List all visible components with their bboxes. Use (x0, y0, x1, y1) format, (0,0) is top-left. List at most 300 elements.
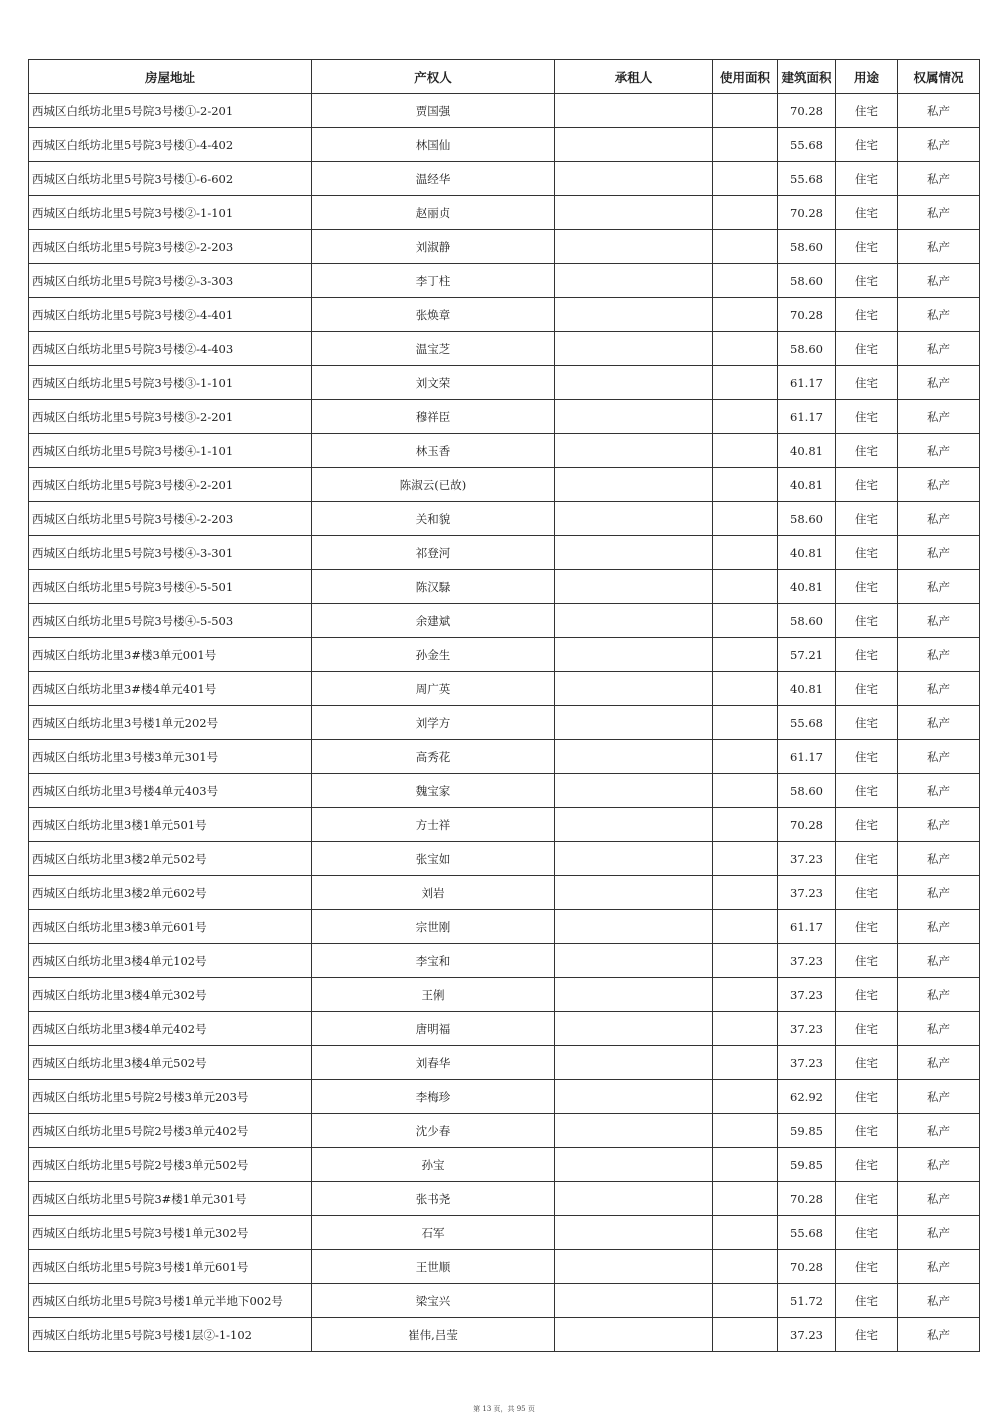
cell-floor-area: 58.60 (778, 774, 836, 808)
table-row (29, 400, 980, 434)
cell-ownership: 私产 (898, 1182, 980, 1216)
cell-ownership: 私产 (898, 366, 980, 400)
cell-usage: 住宅 (836, 1250, 898, 1284)
cell-usage: 住宅 (836, 264, 898, 298)
cell-usage: 住宅 (836, 1318, 898, 1352)
cell-owner: 王世顺 (312, 1250, 555, 1284)
cell-floor-area: 61.17 (778, 366, 836, 400)
cell-owner: 陈汉騄 (312, 570, 555, 604)
table-row (29, 638, 980, 672)
cell-usable-area (713, 604, 778, 638)
cell-address: 西城区白纸坊北里5号院3号楼④-1-101 (29, 434, 312, 468)
cell-owner: 孙金生 (312, 638, 555, 672)
cell-tenant (555, 230, 713, 264)
cell-tenant (555, 400, 713, 434)
table-row (29, 128, 980, 162)
cell-tenant (555, 536, 713, 570)
cell-address: 西城区白纸坊北里5号院3号楼④-2-203 (29, 502, 312, 536)
cell-owner: 唐明福 (312, 1012, 555, 1046)
cell-usage: 住宅 (836, 434, 898, 468)
cell-tenant (555, 94, 713, 128)
cell-usage: 住宅 (836, 774, 898, 808)
table-row (29, 366, 980, 400)
cell-usage: 住宅 (836, 978, 898, 1012)
cell-owner: 李丁柱 (312, 264, 555, 298)
cell-floor-area: 58.60 (778, 230, 836, 264)
cell-floor-area: 70.28 (778, 1250, 836, 1284)
cell-tenant (555, 196, 713, 230)
cell-usage: 住宅 (836, 94, 898, 128)
cell-tenant (555, 672, 713, 706)
cell-ownership: 私产 (898, 808, 980, 842)
cell-usage: 住宅 (836, 128, 898, 162)
cell-tenant (555, 298, 713, 332)
cell-usage: 住宅 (836, 230, 898, 264)
cell-tenant (555, 1284, 713, 1318)
cell-floor-area: 58.60 (778, 502, 836, 536)
table-row (29, 1318, 980, 1352)
cell-usable-area (713, 196, 778, 230)
cell-usage: 住宅 (836, 842, 898, 876)
cell-ownership: 私产 (898, 978, 980, 1012)
table-row (29, 162, 980, 196)
cell-ownership: 私产 (898, 944, 980, 978)
cell-tenant (555, 1318, 713, 1352)
cell-usable-area (713, 366, 778, 400)
cell-usable-area (713, 1216, 778, 1250)
table-row (29, 196, 980, 230)
cell-usable-area (713, 842, 778, 876)
cell-floor-area: 59.85 (778, 1114, 836, 1148)
cell-usage: 住宅 (836, 672, 898, 706)
cell-usable-area (713, 536, 778, 570)
cell-owner: 林玉香 (312, 434, 555, 468)
table-row (29, 434, 980, 468)
cell-usable-area (713, 162, 778, 196)
table-row (29, 1284, 980, 1318)
cell-owner: 刘学方 (312, 706, 555, 740)
cell-usage: 住宅 (836, 400, 898, 434)
table-row (29, 774, 980, 808)
cell-floor-area: 55.68 (778, 1216, 836, 1250)
table-row (29, 468, 980, 502)
table-row (29, 604, 980, 638)
table-row (29, 1216, 980, 1250)
cell-usage: 住宅 (836, 1182, 898, 1216)
cell-usable-area (713, 1250, 778, 1284)
cell-floor-area: 40.81 (778, 536, 836, 570)
cell-address: 西城区白纸坊北里5号院3号楼①-4-402 (29, 128, 312, 162)
cell-address: 西城区白纸坊北里5号院2号楼3单元203号 (29, 1080, 312, 1114)
cell-floor-area: 51.72 (778, 1284, 836, 1318)
table-row (29, 536, 980, 570)
table-row (29, 1250, 980, 1284)
cell-tenant (555, 740, 713, 774)
cell-ownership: 私产 (898, 536, 980, 570)
cell-address: 西城区白纸坊北里3#楼4单元401号 (29, 672, 312, 706)
cell-usable-area (713, 1284, 778, 1318)
cell-floor-area: 61.17 (778, 740, 836, 774)
cell-owner: 王俐 (312, 978, 555, 1012)
table-row (29, 910, 980, 944)
cell-usage: 住宅 (836, 570, 898, 604)
cell-address: 西城区白纸坊北里3#楼3单元001号 (29, 638, 312, 672)
cell-floor-area: 37.23 (778, 1318, 836, 1352)
table-row (29, 978, 980, 1012)
cell-ownership: 私产 (898, 1012, 980, 1046)
table-row (29, 1080, 980, 1114)
cell-owner: 高秀花 (312, 740, 555, 774)
cell-usage: 住宅 (836, 1080, 898, 1114)
cell-address: 西城区白纸坊北里5号院3号楼1单元半地下002号 (29, 1284, 312, 1318)
cell-address: 西城区白纸坊北里3楼2单元502号 (29, 842, 312, 876)
cell-usable-area (713, 1182, 778, 1216)
cell-tenant (555, 876, 713, 910)
table-row (29, 570, 980, 604)
cell-ownership: 私产 (898, 162, 980, 196)
cell-usable-area (713, 1114, 778, 1148)
table-row (29, 1148, 980, 1182)
cell-usage: 住宅 (836, 1284, 898, 1318)
cell-tenant (555, 570, 713, 604)
cell-tenant (555, 774, 713, 808)
table-row (29, 944, 980, 978)
cell-floor-area: 37.23 (778, 876, 836, 910)
cell-usage: 住宅 (836, 706, 898, 740)
cell-address: 西城区白纸坊北里5号院3号楼③-1-101 (29, 366, 312, 400)
col-header-owner: 产权人 (312, 60, 555, 94)
cell-owner: 张焕章 (312, 298, 555, 332)
cell-ownership: 私产 (898, 876, 980, 910)
cell-tenant (555, 128, 713, 162)
cell-address: 西城区白纸坊北里5号院2号楼3单元402号 (29, 1114, 312, 1148)
cell-floor-area: 40.81 (778, 672, 836, 706)
cell-tenant (555, 1216, 713, 1250)
table-row (29, 94, 980, 128)
page-footer: 第 13 页，共 95 页 (473, 1405, 535, 1413)
cell-usage: 住宅 (836, 1148, 898, 1182)
cell-usage: 住宅 (836, 638, 898, 672)
cell-usable-area (713, 230, 778, 264)
col-header-usage: 用途 (836, 60, 898, 94)
cell-usable-area (713, 706, 778, 740)
cell-usable-area (713, 774, 778, 808)
cell-tenant (555, 1046, 713, 1080)
cell-address: 西城区白纸坊北里5号院3号楼②-4-403 (29, 332, 312, 366)
cell-ownership: 私产 (898, 332, 980, 366)
col-header-floor-area: 建筑面积 (778, 60, 836, 94)
cell-usable-area (713, 128, 778, 162)
cell-floor-area: 37.23 (778, 978, 836, 1012)
cell-floor-area: 70.28 (778, 1182, 836, 1216)
cell-tenant (555, 434, 713, 468)
cell-owner: 石军 (312, 1216, 555, 1250)
cell-floor-area: 70.28 (778, 94, 836, 128)
cell-ownership: 私产 (898, 672, 980, 706)
cell-ownership: 私产 (898, 1114, 980, 1148)
cell-address: 西城区白纸坊北里5号院3号楼②-3-303 (29, 264, 312, 298)
cell-floor-area: 70.28 (778, 298, 836, 332)
cell-ownership: 私产 (898, 128, 980, 162)
cell-address: 西城区白纸坊北里3楼4单元302号 (29, 978, 312, 1012)
cell-usable-area (713, 434, 778, 468)
cell-ownership: 私产 (898, 502, 980, 536)
cell-tenant (555, 808, 713, 842)
cell-owner: 孙宝 (312, 1148, 555, 1182)
cell-owner: 穆祥臣 (312, 400, 555, 434)
cell-address: 西城区白纸坊北里5号院3号楼②-1-101 (29, 196, 312, 230)
cell-tenant (555, 366, 713, 400)
cell-address: 西城区白纸坊北里5号院3号楼④-2-201 (29, 468, 312, 502)
cell-floor-area: 37.23 (778, 842, 836, 876)
col-header-usable-area: 使用面积 (713, 60, 778, 94)
cell-owner: 林国仙 (312, 128, 555, 162)
cell-ownership: 私产 (898, 910, 980, 944)
cell-tenant (555, 162, 713, 196)
cell-address: 西城区白纸坊北里3楼4单元402号 (29, 1012, 312, 1046)
cell-usable-area (713, 332, 778, 366)
cell-ownership: 私产 (898, 94, 980, 128)
cell-usage: 住宅 (836, 298, 898, 332)
cell-usage: 住宅 (836, 1216, 898, 1250)
table-row (29, 740, 980, 774)
cell-owner: 李梅珍 (312, 1080, 555, 1114)
cell-ownership: 私产 (898, 298, 980, 332)
col-header-ownership: 权属情况 (898, 60, 980, 94)
cell-floor-area: 40.81 (778, 434, 836, 468)
cell-tenant (555, 706, 713, 740)
cell-ownership: 私产 (898, 740, 980, 774)
header-row (29, 60, 980, 94)
cell-owner: 刘春华 (312, 1046, 555, 1080)
cell-floor-area: 55.68 (778, 706, 836, 740)
cell-tenant (555, 1114, 713, 1148)
cell-ownership: 私产 (898, 468, 980, 502)
cell-owner: 方士祥 (312, 808, 555, 842)
cell-owner: 李宝和 (312, 944, 555, 978)
cell-ownership: 私产 (898, 1250, 980, 1284)
cell-usage: 住宅 (836, 468, 898, 502)
cell-address: 西城区白纸坊北里5号院3号楼④-5-501 (29, 570, 312, 604)
table-row (29, 230, 980, 264)
cell-address: 西城区白纸坊北里3号楼3单元301号 (29, 740, 312, 774)
cell-usable-area (713, 1080, 778, 1114)
cell-address: 西城区白纸坊北里5号院3号楼1单元302号 (29, 1216, 312, 1250)
cell-usage: 住宅 (836, 910, 898, 944)
cell-owner: 张书尧 (312, 1182, 555, 1216)
table-row (29, 808, 980, 842)
cell-address: 西城区白纸坊北里5号院3号楼④-5-503 (29, 604, 312, 638)
cell-floor-area: 55.68 (778, 128, 836, 162)
cell-tenant (555, 1182, 713, 1216)
cell-usage: 住宅 (836, 1012, 898, 1046)
cell-usage: 住宅 (836, 162, 898, 196)
cell-owner: 宗世刚 (312, 910, 555, 944)
cell-usable-area (713, 298, 778, 332)
cell-floor-area: 58.60 (778, 604, 836, 638)
cell-floor-area: 37.23 (778, 1012, 836, 1046)
cell-floor-area: 58.60 (778, 332, 836, 366)
table-row (29, 876, 980, 910)
cell-usable-area (713, 944, 778, 978)
cell-usable-area (713, 978, 778, 1012)
cell-address: 西城区白纸坊北里5号院3号楼①-2-201 (29, 94, 312, 128)
cell-floor-area: 37.23 (778, 944, 836, 978)
cell-ownership: 私产 (898, 706, 980, 740)
cell-tenant (555, 978, 713, 1012)
cell-ownership: 私产 (898, 196, 980, 230)
cell-tenant (555, 910, 713, 944)
cell-address: 西城区白纸坊北里5号院3号楼④-3-301 (29, 536, 312, 570)
cell-ownership: 私产 (898, 842, 980, 876)
cell-owner: 温宝芝 (312, 332, 555, 366)
cell-tenant (555, 1148, 713, 1182)
cell-floor-area: 62.92 (778, 1080, 836, 1114)
cell-tenant (555, 944, 713, 978)
cell-address: 西城区白纸坊北里3楼2单元602号 (29, 876, 312, 910)
cell-address: 西城区白纸坊北里3楼3单元601号 (29, 910, 312, 944)
table-row (29, 706, 980, 740)
table-row (29, 1114, 980, 1148)
cell-usage: 住宅 (836, 876, 898, 910)
cell-tenant (555, 332, 713, 366)
cell-floor-area: 61.17 (778, 910, 836, 944)
cell-address: 西城区白纸坊北里3楼1单元501号 (29, 808, 312, 842)
cell-address: 西城区白纸坊北里3楼4单元102号 (29, 944, 312, 978)
cell-tenant (555, 1080, 713, 1114)
table-row (29, 332, 980, 366)
cell-ownership: 私产 (898, 638, 980, 672)
cell-tenant (555, 502, 713, 536)
table-row (29, 1046, 980, 1080)
cell-usable-area (713, 264, 778, 298)
cell-usable-area (713, 808, 778, 842)
cell-usable-area (713, 502, 778, 536)
cell-address: 西城区白纸坊北里5号院3#楼1单元301号 (29, 1182, 312, 1216)
cell-owner: 周广英 (312, 672, 555, 706)
cell-usage: 住宅 (836, 332, 898, 366)
cell-ownership: 私产 (898, 774, 980, 808)
cell-usable-area (713, 638, 778, 672)
cell-usable-area (713, 400, 778, 434)
table-row (29, 502, 980, 536)
cell-owner: 温经华 (312, 162, 555, 196)
cell-floor-area: 37.23 (778, 1046, 836, 1080)
cell-ownership: 私产 (898, 230, 980, 264)
cell-ownership: 私产 (898, 1148, 980, 1182)
cell-tenant (555, 264, 713, 298)
cell-tenant (555, 638, 713, 672)
cell-usable-area (713, 910, 778, 944)
cell-usage: 住宅 (836, 604, 898, 638)
cell-floor-area: 57.21 (778, 638, 836, 672)
cell-tenant (555, 604, 713, 638)
col-header-address: 房屋地址 (29, 60, 312, 94)
cell-floor-area: 58.60 (778, 264, 836, 298)
cell-usable-area (713, 672, 778, 706)
cell-usable-area (713, 468, 778, 502)
cell-address: 西城区白纸坊北里3楼4单元502号 (29, 1046, 312, 1080)
cell-floor-area: 70.28 (778, 196, 836, 230)
cell-floor-area: 40.81 (778, 570, 836, 604)
cell-usage: 住宅 (836, 740, 898, 774)
cell-address: 西城区白纸坊北里5号院3号楼②-4-401 (29, 298, 312, 332)
cell-usable-area (713, 1012, 778, 1046)
col-header-tenant: 承租人 (555, 60, 713, 94)
cell-address: 西城区白纸坊北里5号院3号楼③-2-201 (29, 400, 312, 434)
cell-owner: 贾国强 (312, 94, 555, 128)
table-row (29, 842, 980, 876)
cell-tenant (555, 468, 713, 502)
cell-owner: 刘岩 (312, 876, 555, 910)
cell-usable-area (713, 1148, 778, 1182)
cell-ownership: 私产 (898, 1046, 980, 1080)
cell-address: 西城区白纸坊北里5号院3号楼②-2-203 (29, 230, 312, 264)
cell-usage: 住宅 (836, 1046, 898, 1080)
cell-address: 西城区白纸坊北里5号院3号楼1层②-1-102 (29, 1318, 312, 1352)
cell-ownership: 私产 (898, 1080, 980, 1114)
cell-usage: 住宅 (836, 944, 898, 978)
cell-ownership: 私产 (898, 1318, 980, 1352)
cell-address: 西城区白纸坊北里3号楼1单元202号 (29, 706, 312, 740)
cell-owner: 陈淑云(已故) (312, 468, 555, 502)
cell-owner: 魏宝家 (312, 774, 555, 808)
cell-floor-area: 61.17 (778, 400, 836, 434)
cell-owner: 刘淑静 (312, 230, 555, 264)
cell-ownership: 私产 (898, 400, 980, 434)
cell-usable-area (713, 1318, 778, 1352)
table-row (29, 1012, 980, 1046)
cell-owner: 祁登河 (312, 536, 555, 570)
cell-ownership: 私产 (898, 264, 980, 298)
cell-tenant (555, 1250, 713, 1284)
cell-floor-area: 59.85 (778, 1148, 836, 1182)
cell-address: 西城区白纸坊北里5号院3号楼①-6-602 (29, 162, 312, 196)
cell-owner: 沈少春 (312, 1114, 555, 1148)
table-row (29, 672, 980, 706)
cell-owner: 崔伟,吕莹 (312, 1318, 555, 1352)
cell-address: 西城区白纸坊北里3号楼4单元403号 (29, 774, 312, 808)
cell-ownership: 私产 (898, 1284, 980, 1318)
cell-tenant (555, 1012, 713, 1046)
cell-usage: 住宅 (836, 196, 898, 230)
table-row (29, 1182, 980, 1216)
cell-tenant (555, 842, 713, 876)
cell-ownership: 私产 (898, 570, 980, 604)
table-row (29, 264, 980, 298)
property-table (28, 59, 980, 1352)
cell-usable-area (713, 740, 778, 774)
cell-usage: 住宅 (836, 536, 898, 570)
cell-owner: 关和貌 (312, 502, 555, 536)
cell-usage: 住宅 (836, 808, 898, 842)
cell-usable-area (713, 1046, 778, 1080)
cell-usage: 住宅 (836, 502, 898, 536)
cell-usable-area (713, 94, 778, 128)
cell-owner: 刘文荣 (312, 366, 555, 400)
cell-usage: 住宅 (836, 366, 898, 400)
cell-ownership: 私产 (898, 1216, 980, 1250)
cell-ownership: 私产 (898, 434, 980, 468)
cell-floor-area: 40.81 (778, 468, 836, 502)
cell-ownership: 私产 (898, 604, 980, 638)
cell-owner: 余建斌 (312, 604, 555, 638)
cell-floor-area: 55.68 (778, 162, 836, 196)
cell-usable-area (713, 570, 778, 604)
cell-address: 西城区白纸坊北里5号院2号楼3单元502号 (29, 1148, 312, 1182)
cell-floor-area: 70.28 (778, 808, 836, 842)
cell-usable-area (713, 876, 778, 910)
